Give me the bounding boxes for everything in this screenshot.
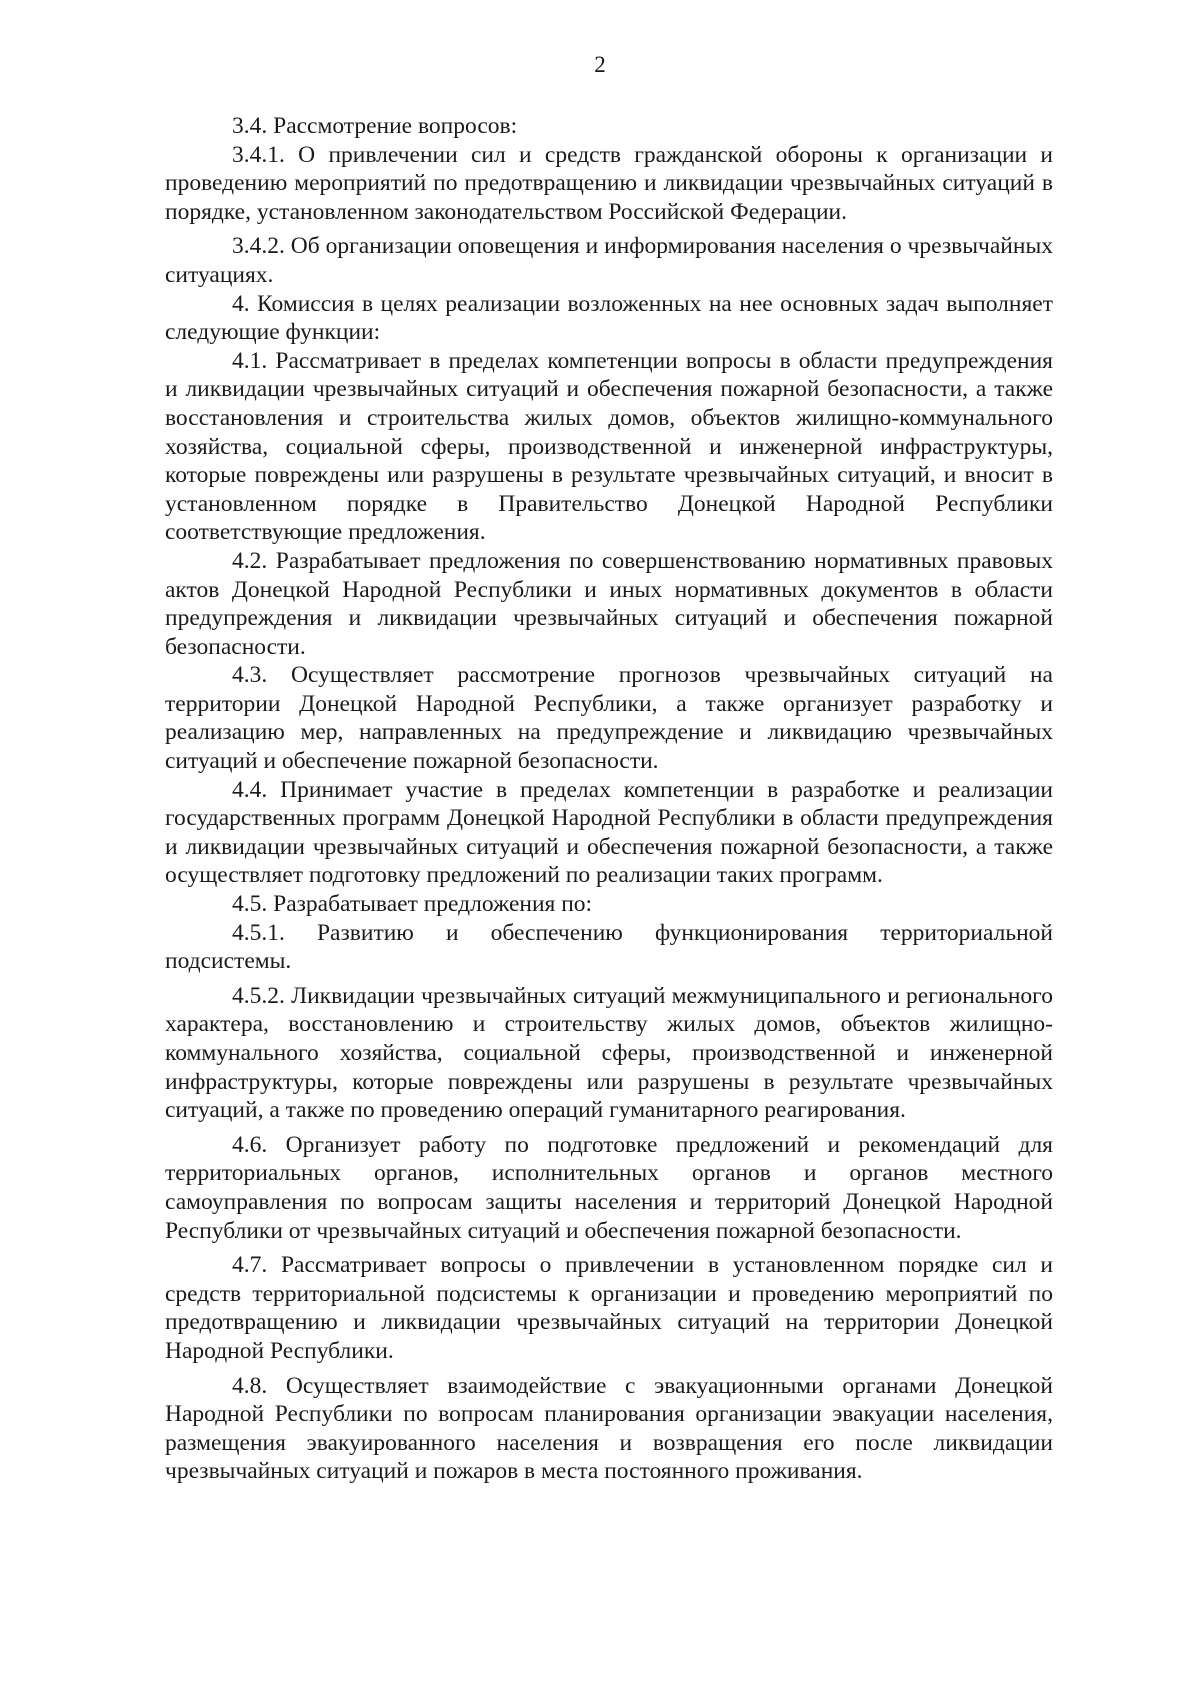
paragraph-3-4-1: 3.4.1. О привлечении сил и средств гражданской обороны к организации и проведению мероприятий по предотвращению и ликвидации чрезвычайных ситуаций в порядке, установленном законодательством Российской Федерации.: [165, 141, 1053, 225]
paragraph-4-2: 4.2. Разрабатывает предложения по совершенствованию нормативных правовых актов Донецкой Народной Республики и иных нормативных документов в области предупреждения и ликвидации чрезвычайных ситуаций и обеспечения пожарной безопасности.: [165, 547, 1053, 660]
paragraph-4-5-1: 4.5.1. Развитию и обеспечению функционирования территориальной подсистемы.: [165, 919, 1053, 975]
paragraph-4-6: 4.6. Организует работу по подготовке предложений и рекомендаций для территориальных органов, исполнительных органов и органов местного самоуправления по вопросам защиты населения и территорий Донецкой Народной Республики от чрезвычайных ситуаций и обеспечения пожарной безопасности.: [165, 1131, 1053, 1244]
paragraph-4-5: 4.5. Разрабатывает предложения по:: [232, 891, 593, 918]
paragraph-4: 4. Комиссия в целях реализации возложенных на нее основных задач выполняет следующие функции:: [165, 290, 1053, 346]
paragraph-4-5-2: 4.5.2. Ликвидации чрезвычайных ситуаций межмуниципального и регионального характера, восстановлению и строительству жилых домов, объектов жилищно-коммунального хозяйства, социальной сферы, производственной и инженерной инфраструктуры, которые повреждены или разрушены в результате чрезвычайных ситуаций, а также по проведению операций гуманитарного реагирования.: [165, 982, 1053, 1124]
paragraph-4-7: 4.7. Рассматривает вопросы о привлечении в установленном порядке сил и средств территориальной подсистемы к организации и проведению мероприятий по предотвращению и ликвидации чрезвычайных ситуаций на территории Донецкой Народной Республики.: [165, 1252, 1053, 1364]
paragraph-4-8: 4.8. Осуществляет взаимодействие с эвакуационными органами Донецкой Народной Республики по вопросам планирования организации эвакуации населения, размещения эвакуированного населения и возвращения его после ликвидации чрезвычайных ситуаций и пожаров в места постоянного проживания.: [165, 1372, 1053, 1485]
paragraph-4-3: 4.3. Осуществляет рассмотрение прогнозов чрезвычайных ситуаций на территории Донецкой Народной Республики, а также организует разработку и реализацию мер, направленных на предупреждение и ликвидацию чрезвычайных ситуаций и обеспечение пожарной безопасности.: [165, 662, 1053, 775]
paragraph-3-4-2: 3.4.2. Об организации оповещения и информирования населения о чрезвычайных ситуациях.: [165, 233, 1053, 288]
document-body: [165, 112, 1053, 1486]
paragraph-3-4: 3.4. Рассмотрение вопросов:: [232, 113, 518, 139]
paragraph-4-1: 4.1. Рассматривает в пределах компетенции вопросы в области предупреждения и ликвидации чрезвычайных ситуаций и обеспечения пожарной безопасности, а также восстановления и строительства жилых домов, объектов жилищно-коммунального хозяйства, социальной сферы, производственной и инженерной инфраструктуры, которые повреждены или разрушены в результате чрезвычайных ситуаций, и вносит в установленном порядке в Правительство Донецкой Народной Республики соответствующие предложения.: [165, 347, 1053, 546]
paragraph-4-4: 4.4. Принимает участие в пределах компетенции в разработке и реализации государственных программ Донецкой Народной Республики в области предупреждения и ликвидации чрезвычайных ситуаций и обеспечения пожарной безопасности, а также осуществляет подготовку предложений по реализации таких программ.: [165, 776, 1053, 889]
page-number: 2: [594, 52, 606, 77]
